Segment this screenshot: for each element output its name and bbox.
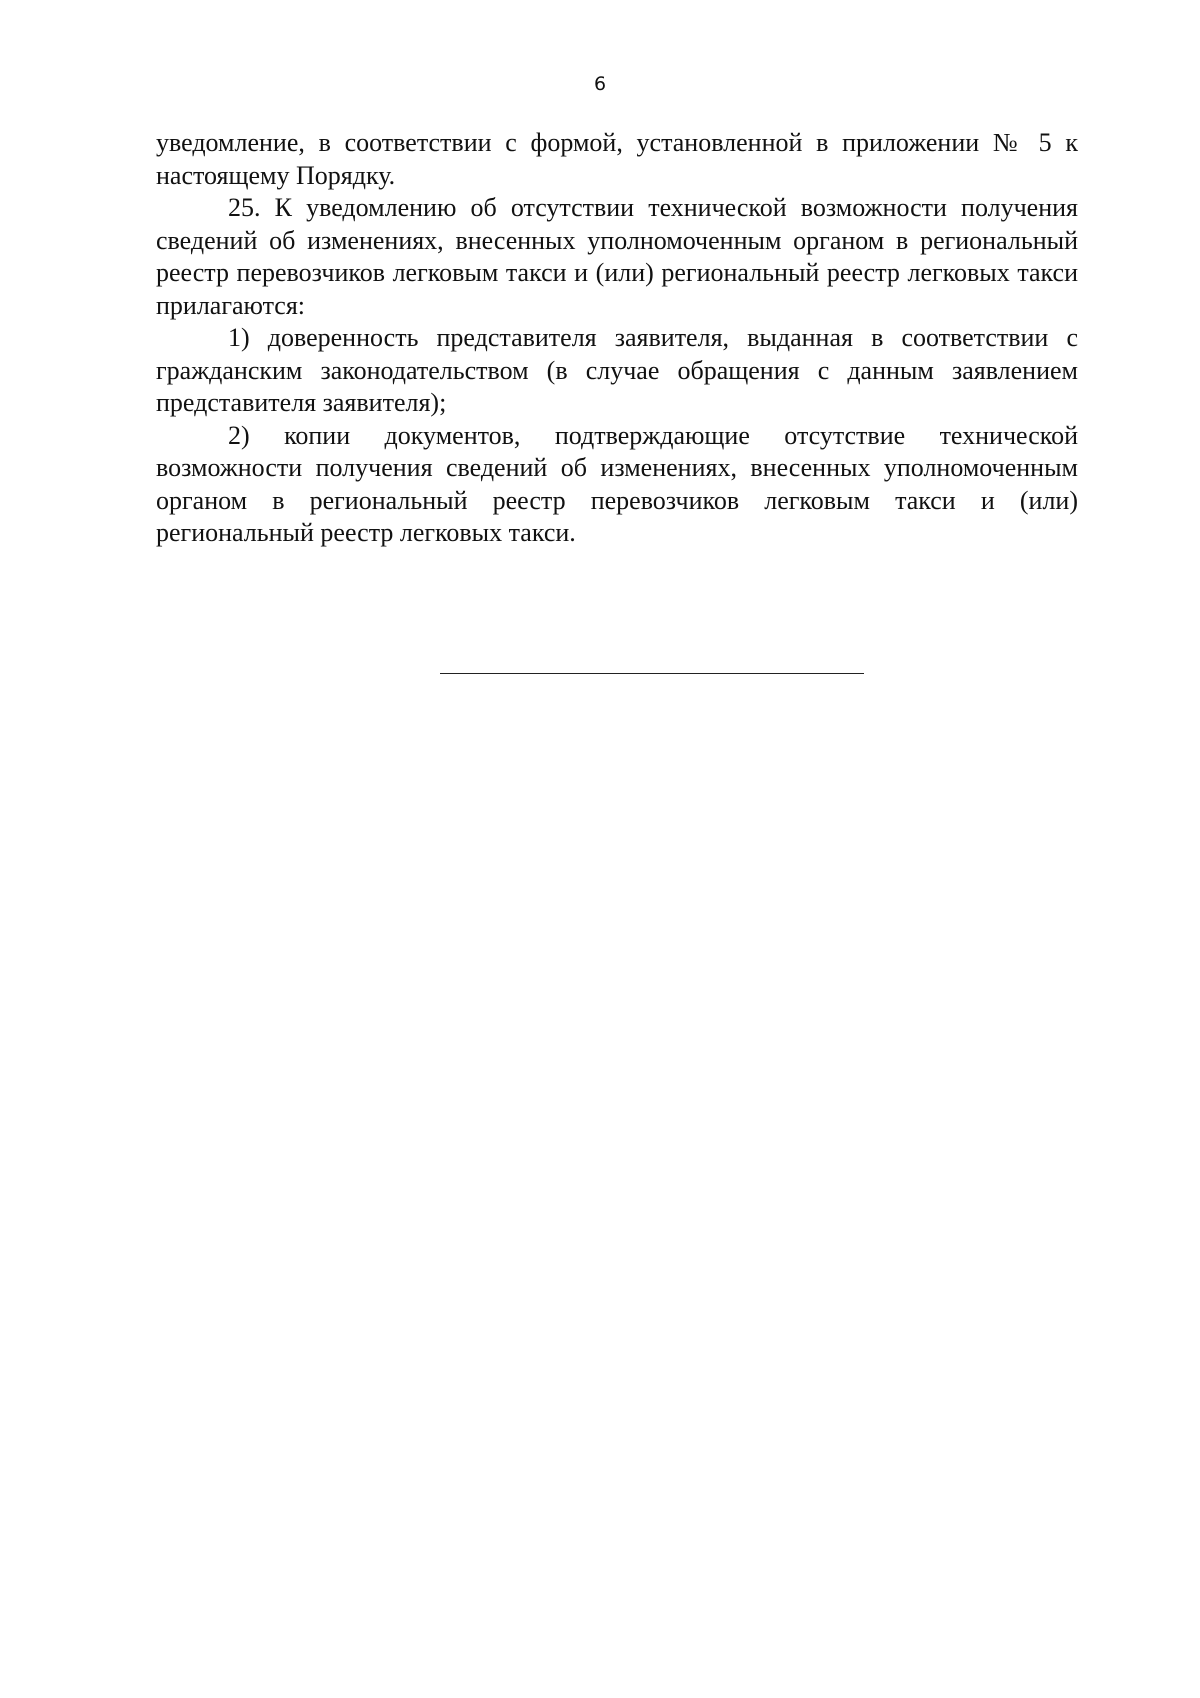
end-separator-line xyxy=(440,673,864,674)
paragraph-subitem-1: 1) доверенность представителя заявителя, выданная в соответствии с гражданским законодательством (в случае обращения с данным заявлением представителя заявителя); xyxy=(156,323,1078,417)
page-number: 6 xyxy=(593,73,607,95)
paragraph-continuation: уведомление, в соответствии с формой, установленной в приложении № 5 к настоящему Порядку. xyxy=(156,128,1078,190)
paragraph-item-25: 25. К уведомлению об отсутствии технической возможности получения сведений об изменениях, внесенных уполномоченным органом в региональный реестр перевозчиков легковым такси и (или) региональный реестр легковых такси прилагаются: xyxy=(156,193,1078,320)
paragraph-subitem-2: 2) копии документов, подтверждающие отсутствие технической возможности получения сведений об изменениях, внесенных уполномоченным органом в региональный реестр перевозчиков легковым такси и (или) региональный реестр легковых такси. xyxy=(156,420,1078,547)
document-body xyxy=(156,127,1078,550)
